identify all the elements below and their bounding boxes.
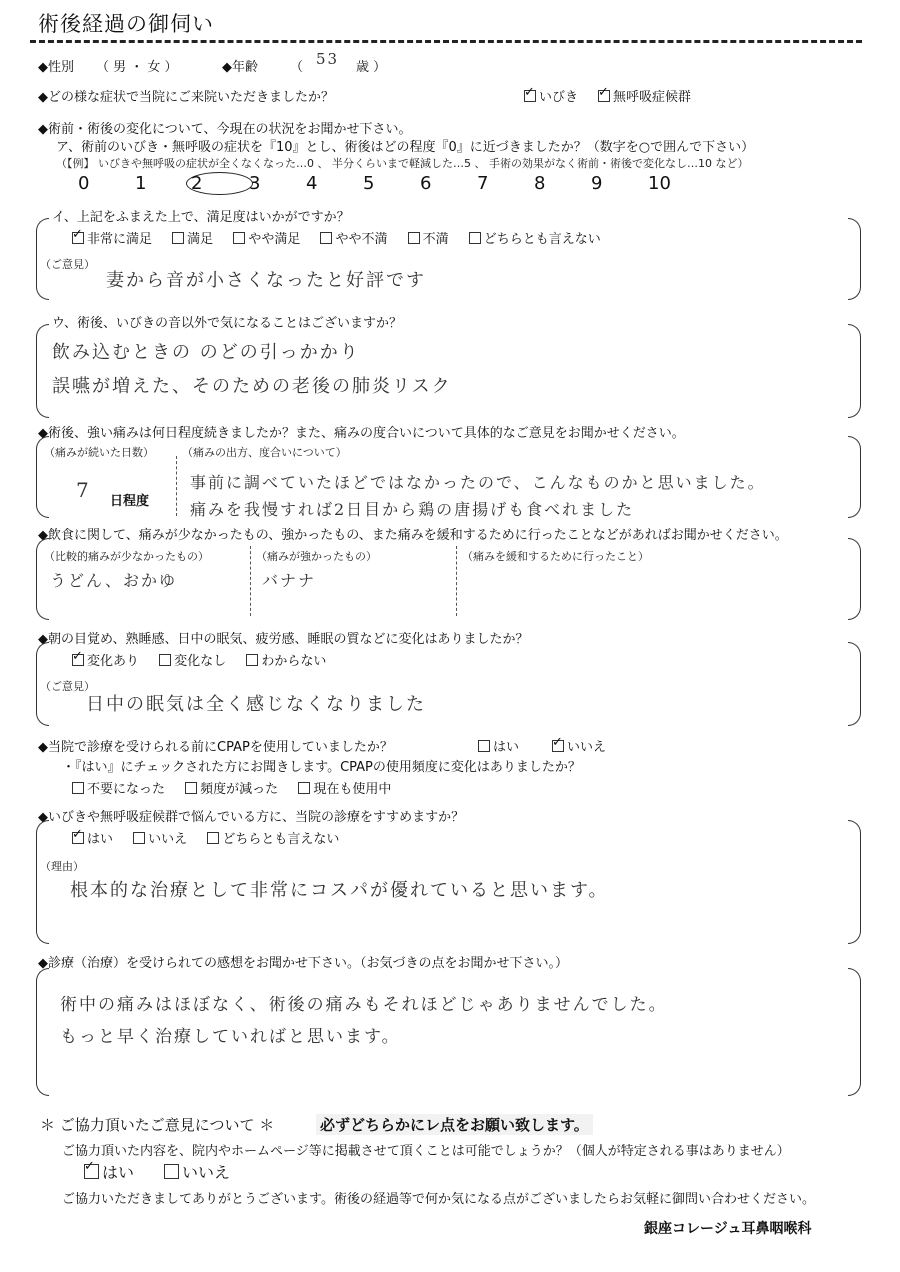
diet-bracket-right [848, 538, 861, 620]
impressions-line-2[interactable]: もっと早く治療していればと思います。 [60, 1027, 401, 1047]
permission-yes-option[interactable] [84, 1160, 134, 1183]
sex-label: ◆性別 [38, 60, 74, 75]
concerns-line-1[interactable]: 飲み込むときの のどの引っかかり [52, 342, 360, 363]
scale-8[interactable]: 8 [534, 173, 546, 194]
option-label: いいえ [148, 832, 188, 847]
permission-yes-checkbox[interactable] [84, 1164, 99, 1179]
diet-divider-2 [456, 546, 457, 616]
symptoms-question: ◆どの様な症状で当院にご来院いただきましたか？ [38, 90, 334, 105]
checkbox[interactable] [172, 232, 184, 244]
impressions-line-1[interactable]: 術中の痛みはほぼなく、術後の痛みもそれほどじゃありませんでした。 [60, 995, 668, 1015]
satisfaction-option[interactable] [172, 228, 213, 247]
pain-bracket-right [848, 436, 861, 518]
recommend-question: ◆いびきや無呼吸症候群で悩んでいる方に、当院の診療をすすめますか？ [38, 810, 465, 825]
symptom-snoring-label: いびき [539, 90, 579, 105]
checkbox[interactable] [408, 232, 420, 244]
cpap-question: ◆当院で診療を受けられる前にCPAPを使用していましたか？ [38, 740, 393, 755]
concerns-line-2[interactable]: 誤嚥が増えた、そのための老後の肺炎リスク [52, 376, 452, 397]
permission-yes-label: はい [102, 1163, 135, 1182]
recommend-reason-text[interactable]: 根本的な治療として非常にコスパが優れていると思います。 [70, 880, 609, 901]
permission-no-option[interactable] [164, 1160, 230, 1183]
footer-emphasis: 必ずどちらかにレ点をお願い致します。 [316, 1114, 593, 1135]
option-label: 満足 [187, 232, 214, 247]
footer-permission-question: ご協力頂いた内容を、院内やホームページ等に掲載させて頂くことは可能でしょうか？（個人が特定される事はありません） [62, 1144, 790, 1159]
footer-heading: ＊ ご協力頂いたご意見について ＊ [40, 1116, 275, 1134]
impressions-bracket-left [36, 968, 49, 1096]
checkbox[interactable] [72, 832, 84, 844]
option-label: わからない [261, 654, 327, 669]
diet-col1-label: （比較的痛みが少なかったもの） [44, 550, 209, 563]
symptom-apnea-checkbox[interactable] [598, 90, 610, 102]
cpap-no-label: いいえ [567, 740, 607, 755]
permission-no-checkbox[interactable] [164, 1164, 179, 1179]
satisfaction-opinion-text[interactable]: 妻から音が小さくなったと好評です [106, 270, 426, 291]
checkbox[interactable] [246, 654, 258, 666]
checkbox[interactable] [233, 232, 245, 244]
pain-detail-line-2[interactable]: 痛みを我慢すれば2日目から鶏の唐揚げも食べれました [190, 500, 635, 519]
recommend-options[interactable] [72, 828, 355, 847]
change-heading: ◆術前・術後の変化について、今現在の状況をお聞かせ下さい。 [38, 122, 412, 137]
permission-no-label: いいえ [182, 1163, 231, 1182]
option-label: どちらとも言えない [483, 232, 601, 247]
scale-2[interactable]: 2 [186, 172, 253, 195]
cpap-yes-label: はい [493, 740, 520, 755]
satisfaction-bracket-right [848, 218, 861, 300]
option-label: はい [87, 832, 114, 847]
diet-col2-value[interactable]: バナナ [262, 571, 317, 590]
morning-question: ◆朝の目覚め、熟睡感、日中の眠気、疲労感、睡眠の質などに変化はありましたか？ [38, 632, 529, 647]
morning-bracket-right [848, 642, 861, 726]
age-value[interactable]: 53 [316, 50, 340, 68]
satisfaction-option[interactable] [233, 228, 300, 247]
checkbox[interactable] [72, 782, 84, 794]
other-concerns-question: ウ、術後、いびきの音以外で気になることはございますか？ [52, 316, 402, 331]
symptom-snoring-checkbox[interactable] [524, 90, 536, 102]
option-label: 変化なし [174, 654, 227, 669]
checkbox[interactable] [185, 782, 197, 794]
impressions-question: ◆診療（治療）を受けられての感想をお聞かせ下さい。（お気づきの点をお聞かせ下さい。） [38, 956, 568, 971]
scale-1[interactable]: 1 [135, 173, 147, 194]
satisfaction-opinion-label: （ご意見） [40, 258, 95, 271]
scale-2-selected[interactable] [192, 172, 249, 195]
cpap-no-checkbox[interactable] [552, 740, 564, 752]
pain-days-value[interactable]: 7 [76, 478, 91, 502]
option-label: 頻度が減った [200, 782, 279, 797]
morning-options[interactable] [72, 650, 342, 669]
checkbox[interactable] [320, 232, 332, 244]
option-label: 不満 [422, 232, 449, 247]
recommend-bracket-right [848, 820, 861, 944]
diet-question: ◆飲食に関して、痛みが少なかったもの、強かったもの、また痛みを緩和するために行ったことなどがあればお聞かせください。 [38, 528, 788, 543]
scale-9[interactable]: 9 [591, 173, 603, 194]
morning-option[interactable] [72, 650, 139, 669]
pain-detail-line-1[interactable]: 事前に調べていたほどではなかったので、こんなものかと思いました。 [190, 473, 766, 492]
change-example: （【例】 いびきや無呼吸の症状が全くなくなった…0 、 半分くらいまで軽減した…5 、 手術の効果がなく術前・術後で変化なし…10 など） [56, 157, 749, 170]
scale-5[interactable]: 5 [363, 173, 375, 194]
recommend-option[interactable] [133, 828, 187, 847]
severity-scale[interactable] [78, 172, 705, 195]
symptom-apnea-option[interactable] [598, 86, 691, 105]
morning-option[interactable] [246, 650, 326, 669]
pain-days-unit: 日程度 [110, 494, 150, 509]
symptom-snoring-option[interactable] [524, 86, 578, 105]
scale-0[interactable]: 0 [78, 173, 90, 194]
diet-col1-value[interactable]: うどん、おかゆ [50, 571, 177, 590]
satisfaction-option[interactable] [469, 228, 601, 247]
checkbox[interactable] [72, 654, 84, 666]
checkbox[interactable] [469, 232, 481, 244]
change-question: ア、術前のいびき・無呼吸の症状を『10』とし、術後はどの程度『0』に近づきましたか？（数字を○で囲んで下さい） [56, 140, 755, 155]
morning-option[interactable] [159, 650, 226, 669]
option-label: 現在も使用中 [313, 782, 392, 797]
title-divider [30, 40, 862, 43]
cpap-follow-question: ・『はい』にチェックされた方にお聞きします。CPAPの使用頻度に変化はありましたか？ [62, 760, 581, 775]
cpap-follow-option[interactable] [185, 778, 278, 797]
diet-divider-1 [250, 546, 251, 616]
concerns-bracket-left [36, 324, 49, 418]
recommend-option[interactable] [72, 828, 113, 847]
checkbox[interactable] [298, 782, 310, 794]
cpap-follow-option[interactable] [298, 778, 391, 797]
satisfaction-question: イ、上記をふまえた上で、満足度はいかがですか？ [52, 210, 350, 225]
satisfaction-option[interactable] [320, 228, 387, 247]
satisfaction-options[interactable] [72, 228, 617, 247]
age-open: （ [290, 60, 304, 75]
age-label: ◆年齢 [222, 60, 258, 75]
cpap-yes-checkbox[interactable] [478, 740, 490, 752]
morning-opinion-text[interactable]: 日中の眠気は全く感じなくなりました [86, 694, 426, 715]
pain-days-label: （痛みが続いた日数） [44, 446, 154, 459]
satisfaction-option[interactable] [72, 228, 152, 247]
scale-6[interactable]: 6 [420, 173, 432, 194]
diet-col2-label: （痛みが強かったもの） [256, 550, 377, 563]
checkbox[interactable] [133, 832, 145, 844]
recommend-bracket-left [36, 820, 49, 944]
morning-opinion-label: （ご意見） [40, 680, 95, 693]
option-label: どちらとも言えない [222, 832, 340, 847]
checkbox[interactable] [207, 832, 219, 844]
scale-3[interactable]: 3 [249, 173, 261, 194]
cpap-follow-options[interactable] [72, 778, 407, 797]
scale-10[interactable]: 10 [648, 173, 671, 194]
page-title: 術後経過の御伺い [38, 12, 214, 36]
satisfaction-option[interactable] [408, 228, 449, 247]
sex-options[interactable]: （ 男 ・ 女 ） [96, 60, 178, 75]
cpap-follow-option[interactable] [72, 778, 165, 797]
impressions-bracket-right [848, 968, 861, 1096]
pain-divider [176, 456, 177, 516]
symptom-apnea-label: 無呼吸症候群 [613, 90, 692, 105]
pain-question: ◆術後、強い痛みは何日程度続きましたか？また、痛みの度合いについて具体的なご意見をお聞かせください。 [38, 426, 685, 441]
clinic-name: 銀座コレージュ耳鼻咽喉科 [644, 1221, 812, 1237]
checkbox[interactable] [72, 232, 84, 244]
option-label: 非常に満足 [87, 232, 153, 247]
scale-4[interactable]: 4 [306, 173, 318, 194]
recommend-option[interactable] [207, 828, 339, 847]
concerns-bracket-right [848, 324, 861, 418]
checkbox[interactable] [159, 654, 171, 666]
pain-detail-label: （痛みの出方、度合いについて） [182, 446, 347, 459]
scale-7[interactable]: 7 [477, 173, 489, 194]
cpap-no-option[interactable] [552, 736, 606, 755]
footer-thanks: ご協力いただきましてありがとうございます。術後の経過等で何か気になる点がございましたらお気軽に御問い合わせください。 [62, 1192, 815, 1207]
option-label: 変化あり [87, 654, 140, 669]
option-label: やや不満 [335, 232, 388, 247]
option-label: やや満足 [248, 232, 301, 247]
option-label: 不要になった [87, 782, 166, 797]
age-unit: 歳 ） [356, 60, 387, 75]
cpap-yes-option[interactable] [478, 736, 519, 755]
diet-col3-label: （痛みを緩和するために行ったこと） [462, 550, 649, 563]
recommend-reason-label: （理由） [40, 860, 84, 873]
